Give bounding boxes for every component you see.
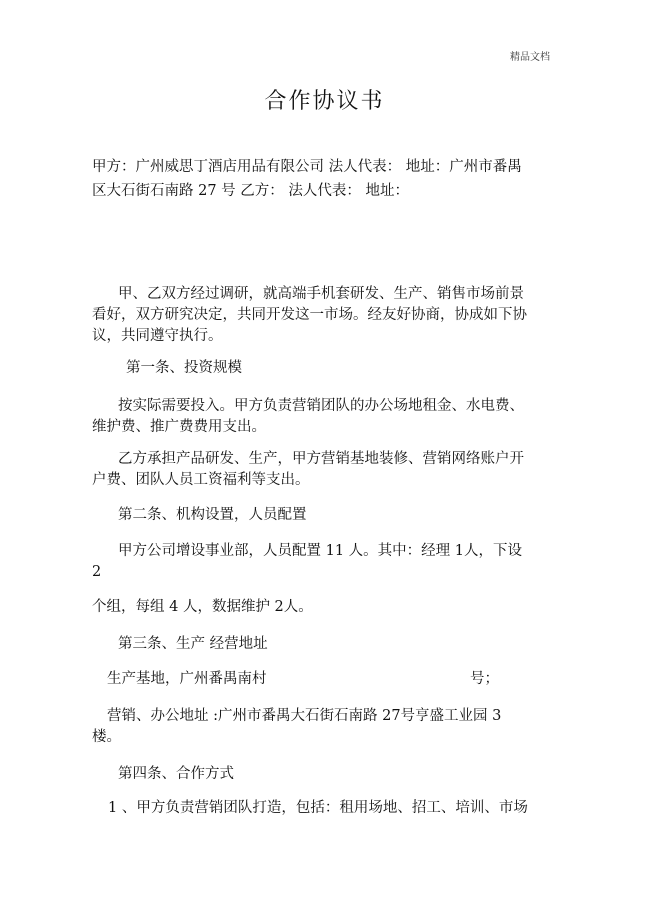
article-2-line-3: 个组，每组 4 人，数据维护 2人。 [92, 599, 313, 615]
article-1-line-4: 户费、团队人员工资福利等支出。 [92, 472, 310, 488]
article-3-heading: 第三条、生产 经营地址 [118, 636, 268, 652]
office-address-line-1: 营销、办公地址 :广州市番禺大石街石南路 27号亨盛工业园 3 [107, 708, 502, 724]
article-2-line-1: 甲方公司增设事业部，人员配置 11 人。其中：经理 1人，下设 [118, 543, 523, 559]
intro-line-1: 甲、乙双方经过调研，就高端手机套研发、生产、销售市场前景 [118, 286, 524, 302]
article-4-heading: 第四条、合作方式 [118, 766, 234, 782]
office-address-line-2: 楼。 [92, 729, 121, 745]
production-base-line: 生产基地，广州番禺南村 [107, 671, 267, 687]
production-base-number: 号； [470, 671, 499, 687]
article-2-line-2: 2 [92, 564, 102, 580]
intro-line-3: 议，共同遵守执行。 [92, 328, 223, 344]
intro-line-2: 看好，双方研究决定，共同开发这一市场。经友好协商，协成如下协 [92, 307, 527, 323]
article-1-line-3: 乙方承担产品研发、生产，甲方营销基地装修、营销网络账户开 [118, 451, 524, 467]
document-title: 合作协议书 [264, 89, 385, 114]
party-a-line-2: 区大石街石南路 27 号 乙方： 法人代表： 地址： [92, 183, 409, 199]
article-1-line-1: 按实际需要投入。甲方负责营销团队的办公场地租金、水电费、 [118, 398, 524, 414]
party-a-line-1: 甲方：广州威思丁酒店用品有限公司 法人代表： 地址：广州市番禺 [92, 159, 522, 175]
page-header-mark: 精品文档 [510, 52, 550, 63]
article-2-heading: 第二条、机构设置，人员配置 [118, 507, 307, 523]
article-1-line-2: 维护费、推广费费用支出。 [92, 419, 266, 435]
article-1-heading: 第一条、投资规模 [126, 360, 242, 376]
article-4-line-1: 1 、甲方负责营销团队打造，包括：租用场地、招工、培训、市场 [108, 800, 528, 816]
